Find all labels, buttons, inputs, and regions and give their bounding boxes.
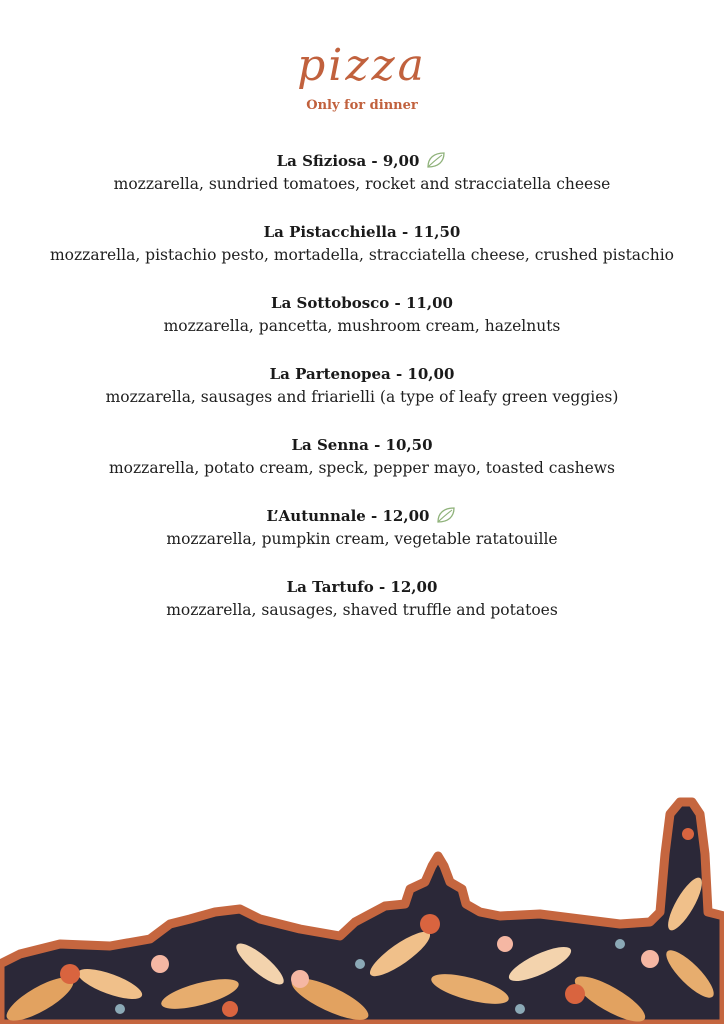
page-title: pizza xyxy=(297,40,427,91)
menu-item-price: 10,00 xyxy=(407,365,455,383)
menu-header xyxy=(0,40,724,113)
menu-item xyxy=(0,150,724,221)
menu-item-title xyxy=(0,505,724,527)
menu-item xyxy=(0,221,724,292)
menu-item-name: La Sfiziosa xyxy=(276,152,367,170)
menu-item-title xyxy=(0,576,724,598)
menu-item-name: La Pistacchiella xyxy=(263,223,397,241)
city-skyline-illustration xyxy=(0,794,724,1024)
menu-item-description: mozzarella, pistachio pesto, mortadella, stracciatella cheese, crushed pistachio xyxy=(49,246,674,264)
menu-item-title xyxy=(0,363,724,385)
price-separator: - xyxy=(390,365,408,383)
price-separator: - xyxy=(365,507,383,525)
menu-item-description: mozzarella, sausages and friarielli (a type of leafy green veggies) xyxy=(105,388,619,406)
menu-item-title xyxy=(0,292,724,314)
menu-item-description: mozzarella, sausages, shaved truffle and potatoes xyxy=(166,601,558,619)
menu-item xyxy=(0,363,724,434)
price-separator: - xyxy=(389,294,406,312)
menu-item-price: 9,00 xyxy=(382,152,420,170)
menu-item-name: La Sottobosco xyxy=(271,294,390,312)
menu-item-name: La Partenopea xyxy=(269,365,391,383)
price-separator: - xyxy=(366,152,383,170)
menu-item-name: La Senna xyxy=(291,436,369,454)
leaf-icon xyxy=(425,151,447,169)
menu-item xyxy=(0,434,724,505)
price-separator: - xyxy=(396,223,414,241)
menu-item xyxy=(0,292,724,363)
price-separator: - xyxy=(368,436,386,454)
menu-item-price: 11,50 xyxy=(413,223,461,241)
menu-item-title xyxy=(0,434,724,456)
menu-item xyxy=(0,505,724,576)
menu-item-name: L’Autunnale xyxy=(266,507,366,525)
menu-item-name: La Tartufo xyxy=(286,578,374,596)
page-subtitle: Only for dinner xyxy=(306,98,418,113)
menu-item-description: mozzarella, pumpkin cream, vegetable ratatouille xyxy=(166,530,558,548)
menu-item-title xyxy=(0,150,724,172)
menu-item xyxy=(0,576,724,647)
menu-item-price: 10,50 xyxy=(385,436,433,454)
pizza-menu-list xyxy=(0,150,724,647)
menu-item-title xyxy=(0,221,724,243)
menu-item-price: 11,00 xyxy=(405,294,453,312)
menu-item-price: 12,00 xyxy=(390,578,438,596)
menu-item-description: mozzarella, sundried tomatoes, rocket and stracciatella cheese xyxy=(113,175,611,193)
leaf-icon xyxy=(435,506,457,524)
menu-item-price: 12,00 xyxy=(382,507,430,525)
menu-item-description: mozzarella, pancetta, mushroom cream, hazelnuts xyxy=(163,317,561,335)
price-separator: - xyxy=(373,578,391,596)
menu-item-description: mozzarella, potato cream, speck, pepper mayo, toasted cashews xyxy=(108,459,616,477)
